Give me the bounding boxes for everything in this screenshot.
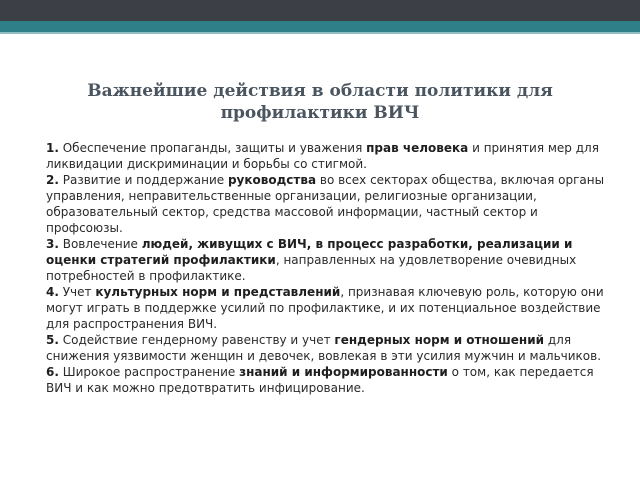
item-number: 1.	[46, 141, 59, 155]
item-text: Обеспечение пропаганды, защиты и уважения	[58, 141, 367, 155]
item-text: , направленных на удовлетворение очевидных потребностей в профилактике.	[46, 253, 577, 283]
item-number: 3.	[46, 237, 59, 251]
header-dark-bar	[0, 0, 640, 21]
list-item	[46, 236, 618, 284]
list-item	[46, 172, 618, 236]
list-item	[46, 332, 618, 364]
item-emphasis: знаний и информированности	[239, 365, 448, 379]
item-text: Учет	[58, 285, 96, 299]
item-text: Широкое распространение	[58, 365, 240, 379]
item-number: 6.	[46, 365, 59, 379]
item-number: 5.	[46, 333, 59, 347]
item-text: Содействие гендерному равенству и учет	[58, 333, 335, 347]
item-number: 2.	[46, 173, 59, 187]
list-item	[46, 284, 618, 332]
item-text: о том, как передается ВИЧ и как можно предотвратить инфицирование.	[46, 365, 594, 395]
header-light-stripe	[0, 32, 640, 34]
item-text: для снижения уязвимости женщин и девочек, вовлекая в эти усилия мужчин и мальчиков.	[46, 333, 602, 363]
slide-title: Важнейшие действия в области политики для профилактики ВИЧ	[87, 81, 553, 123]
item-text: , признавая ключевую роль, которую они могут играть в поддержке усилий по профилактике, и их потенциальное воздействие для распространения ВИЧ.	[46, 285, 604, 331]
header-teal-band	[0, 21, 640, 32]
item-emphasis: людей, живущих с ВИЧ, в процесс разработки, реализации и оценки стратегий профилактики	[46, 237, 573, 267]
item-emphasis: гендерных норм и отношений	[334, 333, 545, 347]
list-item	[46, 364, 618, 396]
item-number: 4.	[46, 285, 59, 299]
item-text: во всех секторах общества, включая органы управления, неправительственные организации, религиозные организации, образовательный сектор, средства массовой информации, частный сектор и профсоюзы.	[46, 173, 605, 235]
item-text: и принятия мер для ликвидации дискриминации и борьбы со стигмой.	[46, 141, 599, 171]
item-emphasis: культурных норм и представлений	[95, 285, 341, 299]
item-emphasis: руководства	[227, 173, 317, 187]
policy-actions-list	[46, 140, 618, 396]
item-emphasis: прав человека	[366, 141, 469, 155]
item-text: Развитие и поддержание	[58, 173, 228, 187]
list-item	[46, 140, 618, 172]
item-text: Вовлечение	[58, 237, 142, 251]
